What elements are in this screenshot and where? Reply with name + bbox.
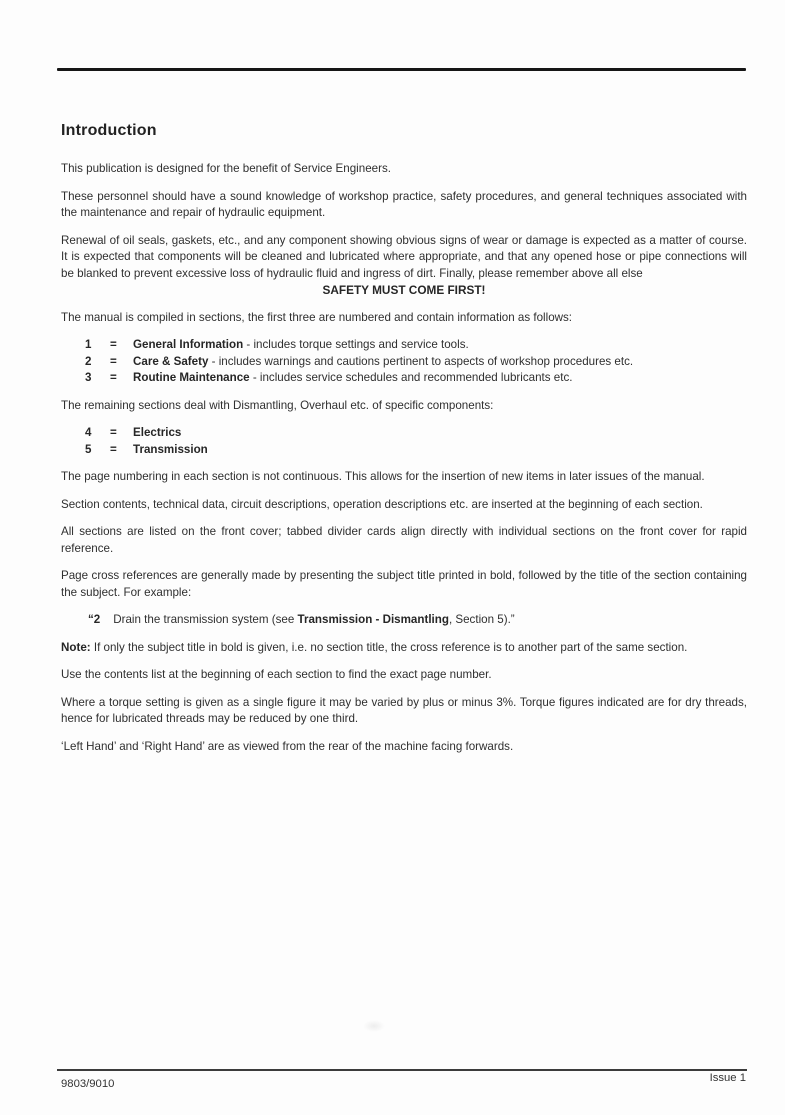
section-name: Transmission bbox=[133, 442, 208, 456]
section-text bbox=[133, 425, 747, 442]
sections-lead-paragraph: The manual is compiled in sections, the first three are numbered and contain information as follows: bbox=[61, 310, 573, 324]
note-text: If only the subject title in bold is given, i.e. no section title, the cross reference is to another part of the same section. bbox=[90, 640, 688, 654]
example-cross-reference bbox=[61, 612, 747, 629]
intro-paragraph: Renewal of oil seals, gaskets, etc., and any component showing obvious signs of wear or damage is expected as a matter of course. It is expected that components will be cleaned and lubricated where appropriate, and that any opened hose or pipe connections will be blanked to prevent excessive loss of hydraulic fluid and ingress of dirt. Finally, please remember above all else bbox=[61, 233, 747, 280]
body-paragraph: All sections are listed on the front cover; tabbed divider cards align directly with individual sections on the front cover for rapid reference. bbox=[61, 525, 747, 555]
equals-sign: = bbox=[110, 338, 117, 351]
section-name: Routine Maintenance bbox=[133, 371, 250, 384]
list-item bbox=[61, 337, 747, 354]
section-number: 1 bbox=[85, 338, 92, 351]
page-content bbox=[61, 122, 747, 766]
body-paragraph: Use the contents list at the beginning of each section to find the exact page number. bbox=[61, 668, 492, 681]
body-paragraph: ‘Left Hand’ and ‘Right Hand’ are as viewed from the rear of the machine facing forwards. bbox=[61, 739, 514, 753]
issue-number: Issue 1 bbox=[709, 1072, 746, 1084]
note-paragraph bbox=[61, 640, 747, 657]
list-item bbox=[61, 442, 747, 459]
equals-sign: = bbox=[110, 426, 117, 439]
safety-banner: SAFETY MUST COME FIRST! bbox=[322, 283, 486, 297]
remaining-section-list bbox=[61, 425, 747, 458]
section-name: Electrics bbox=[133, 426, 182, 439]
equals-sign: = bbox=[110, 442, 117, 456]
list-item bbox=[61, 425, 747, 442]
section-name: General Information bbox=[133, 338, 244, 351]
section-description: - includes service schedules and recommended lubricants etc. bbox=[249, 371, 573, 384]
section-description: - includes warnings and cautions pertinent to aspects of workshop procedures etc. bbox=[208, 354, 634, 368]
intro-paragraph: These personnel should have a sound knowledge of workshop practice, safety procedures, and general techniques associated with the maintenance and repair of hydraulic equipment. bbox=[61, 189, 747, 219]
body-paragraph: Where a torque setting is given as a single figure it may be varied by plus or minus 3%. Torque figures indicated are for dry threads, hence for lubricated threads may be reduced by one third. bbox=[61, 695, 747, 725]
body-paragraph: Page cross references are generally made by presenting the subject title printed in bold, followed by the title of the section containing the subject. For example: bbox=[61, 569, 747, 599]
equals-sign: = bbox=[110, 354, 117, 368]
top-rule bbox=[57, 68, 746, 71]
list-item bbox=[61, 354, 747, 371]
publication-number: 9803/9010 bbox=[61, 1078, 115, 1090]
section-number: 4 bbox=[85, 426, 92, 439]
section-text bbox=[133, 370, 747, 387]
section-text bbox=[133, 354, 747, 371]
section-number: 2 bbox=[85, 354, 92, 368]
example-number: “2 bbox=[88, 613, 101, 626]
example-bold-title: Transmission - Dismantling bbox=[297, 613, 449, 626]
list-item bbox=[61, 370, 747, 387]
numbered-section-list bbox=[61, 337, 747, 387]
section-number: 5 bbox=[85, 442, 92, 456]
example-text-after: , Section 5).” bbox=[448, 613, 515, 626]
body-paragraph: The page numbering in each section is not continuous. This allows for the insertion of new items in later issues of the manual. bbox=[61, 470, 705, 483]
scan-artifact bbox=[363, 1020, 385, 1032]
footer-rule bbox=[57, 1069, 747, 1071]
note-label: Note: bbox=[61, 640, 91, 654]
example-text-before: Drain the transmission system (see bbox=[113, 613, 298, 626]
intro-paragraph: This publication is designed for the benefit of Service Engineers. bbox=[61, 162, 391, 175]
page-title: Introduction bbox=[61, 122, 157, 139]
section-text bbox=[133, 442, 747, 459]
remaining-lead-paragraph: The remaining sections deal with Dismantling, Overhaul etc. of specific components: bbox=[61, 398, 494, 412]
equals-sign: = bbox=[110, 371, 117, 384]
section-number: 3 bbox=[85, 371, 92, 384]
body-paragraph: Section contents, technical data, circuit descriptions, operation descriptions etc. are inserted at the beginning of each section. bbox=[61, 497, 703, 511]
section-name: Care & Safety bbox=[133, 354, 209, 368]
section-text bbox=[133, 337, 747, 354]
section-description: - includes torque settings and service tools. bbox=[243, 338, 469, 351]
